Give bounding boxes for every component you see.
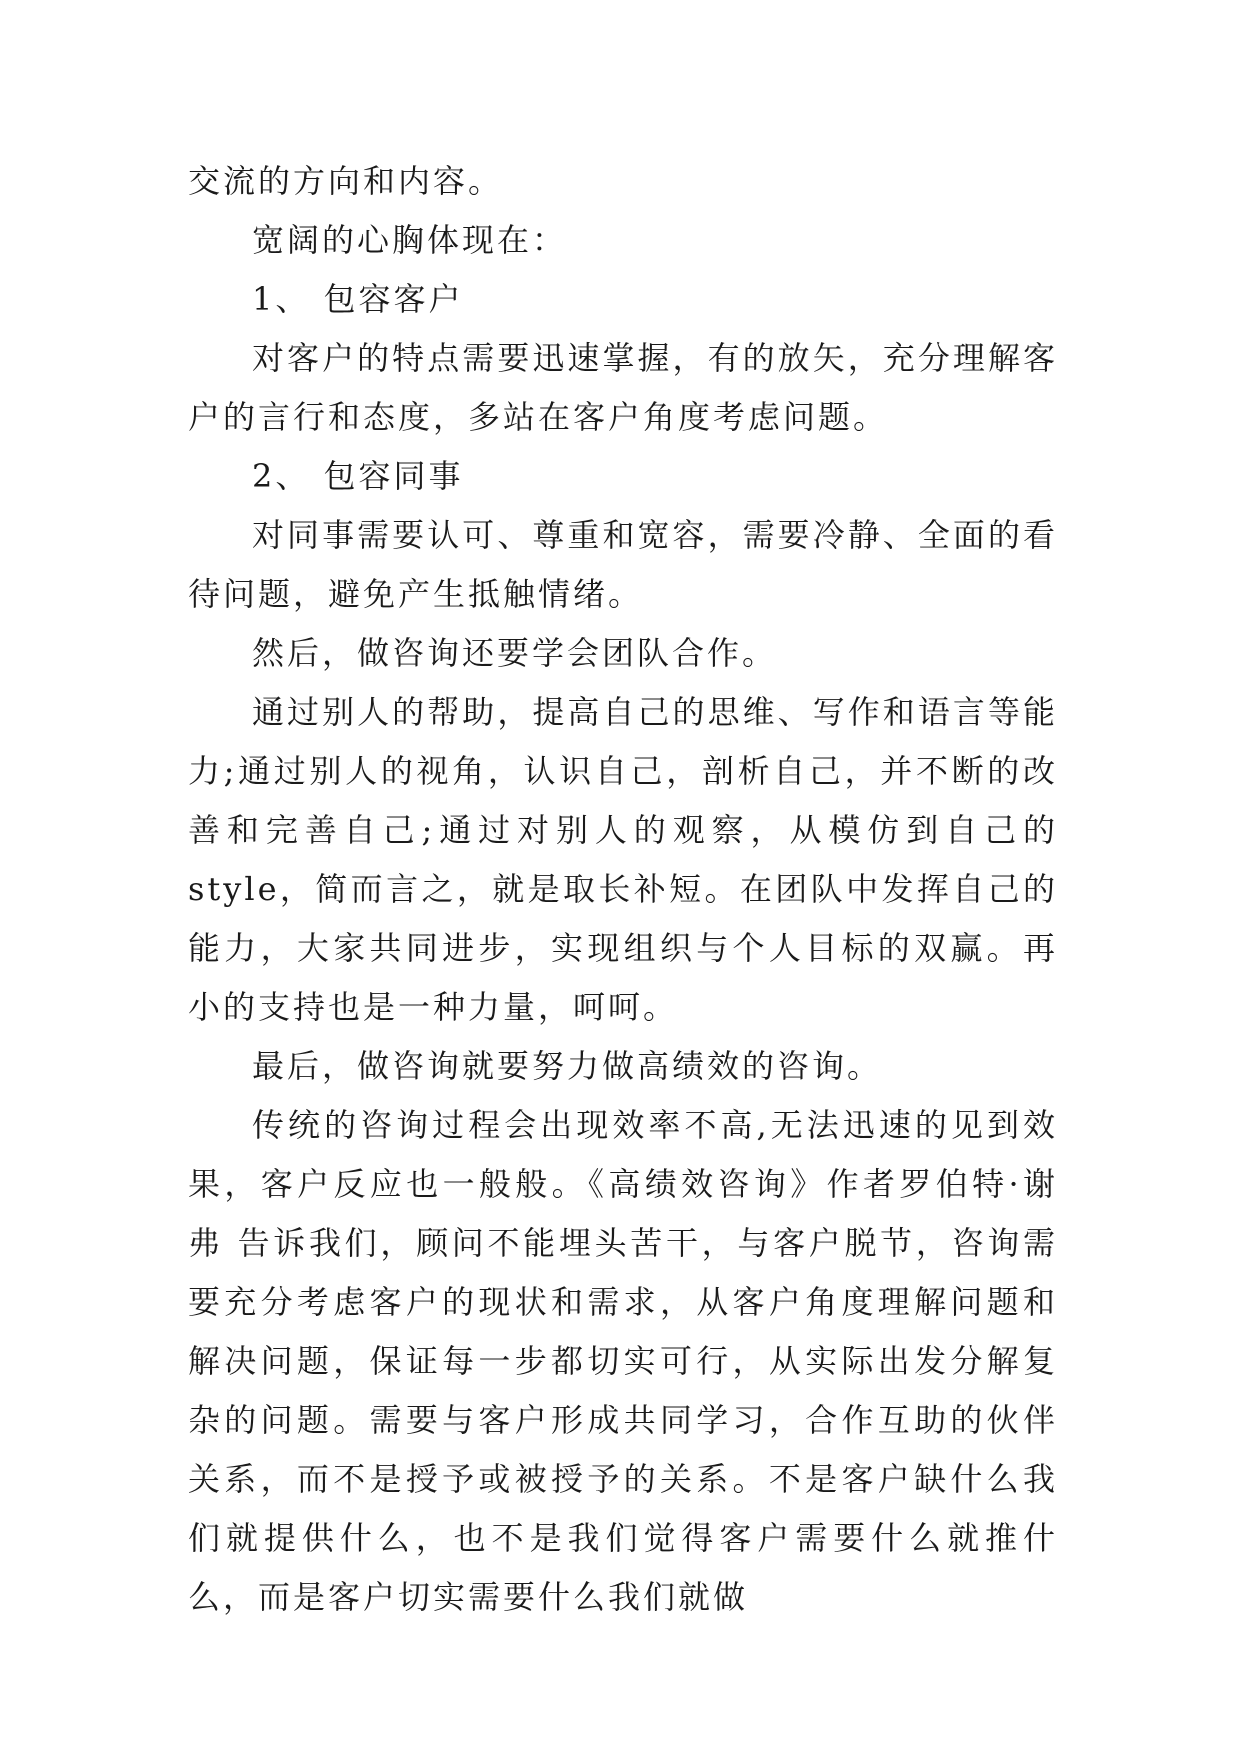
paragraph: 对客户的特点需要迅速掌握，有的放矢，充分理解客户的言行和态度，多站在客户角度考虑问题。 (188, 339, 1058, 436)
document-body (188, 152, 1058, 1627)
list-item-heading: 2、 包容同事 (252, 457, 464, 495)
list-item-heading: 1、 包容客户 (252, 280, 464, 318)
paragraph: 通过别人的帮助，提高自己的思维、写作和语言等能力;通过别人的视角，认识自己，剖析自己，并不断的改善和完善自己;通过对别人的观察，从模仿到自己的style，简而言之，就是取长补短。在团队中发挥自己的能力，大家共同进步，实现组织与个人目标的双赢。再小的支持也是一种力量，呵呵。 (188, 693, 1058, 1026)
paragraph: 最后，做咨询就要努力做高绩效的咨询。 (252, 1047, 883, 1085)
paragraph: 对同事需要认可、尊重和宽容，需要冷静、全面的看待问题，避免产生抵触情绪。 (188, 516, 1058, 613)
paragraph: 宽阔的心胸体现在： (252, 221, 568, 259)
paragraph: 交流的方向和内容。 (188, 162, 504, 200)
paragraph: 传统的咨询过程会出现效率不高,无法迅速的见到效果，客户反应也一般般。《高绩效咨询》作者罗伯特·谢弗 告诉我们，顾问不能埋头苦干，与客户脱节，咨询需要充分考虑客户的现状和需求，从客户角度理解问题和解决问题，保证每一步都切实可行，从实际出发分解复杂的问题。需要与客户形成共同学习，合作互助的伙伴关系，而不是授予或被授予的关系。不是客户缺什么我们就提供什么，也不是我们觉得客户需要什么就推什么，而是客户切实需要什么我们就做 (188, 1106, 1058, 1616)
paragraph: 然后，做咨询还要学会团队合作。 (252, 634, 778, 672)
